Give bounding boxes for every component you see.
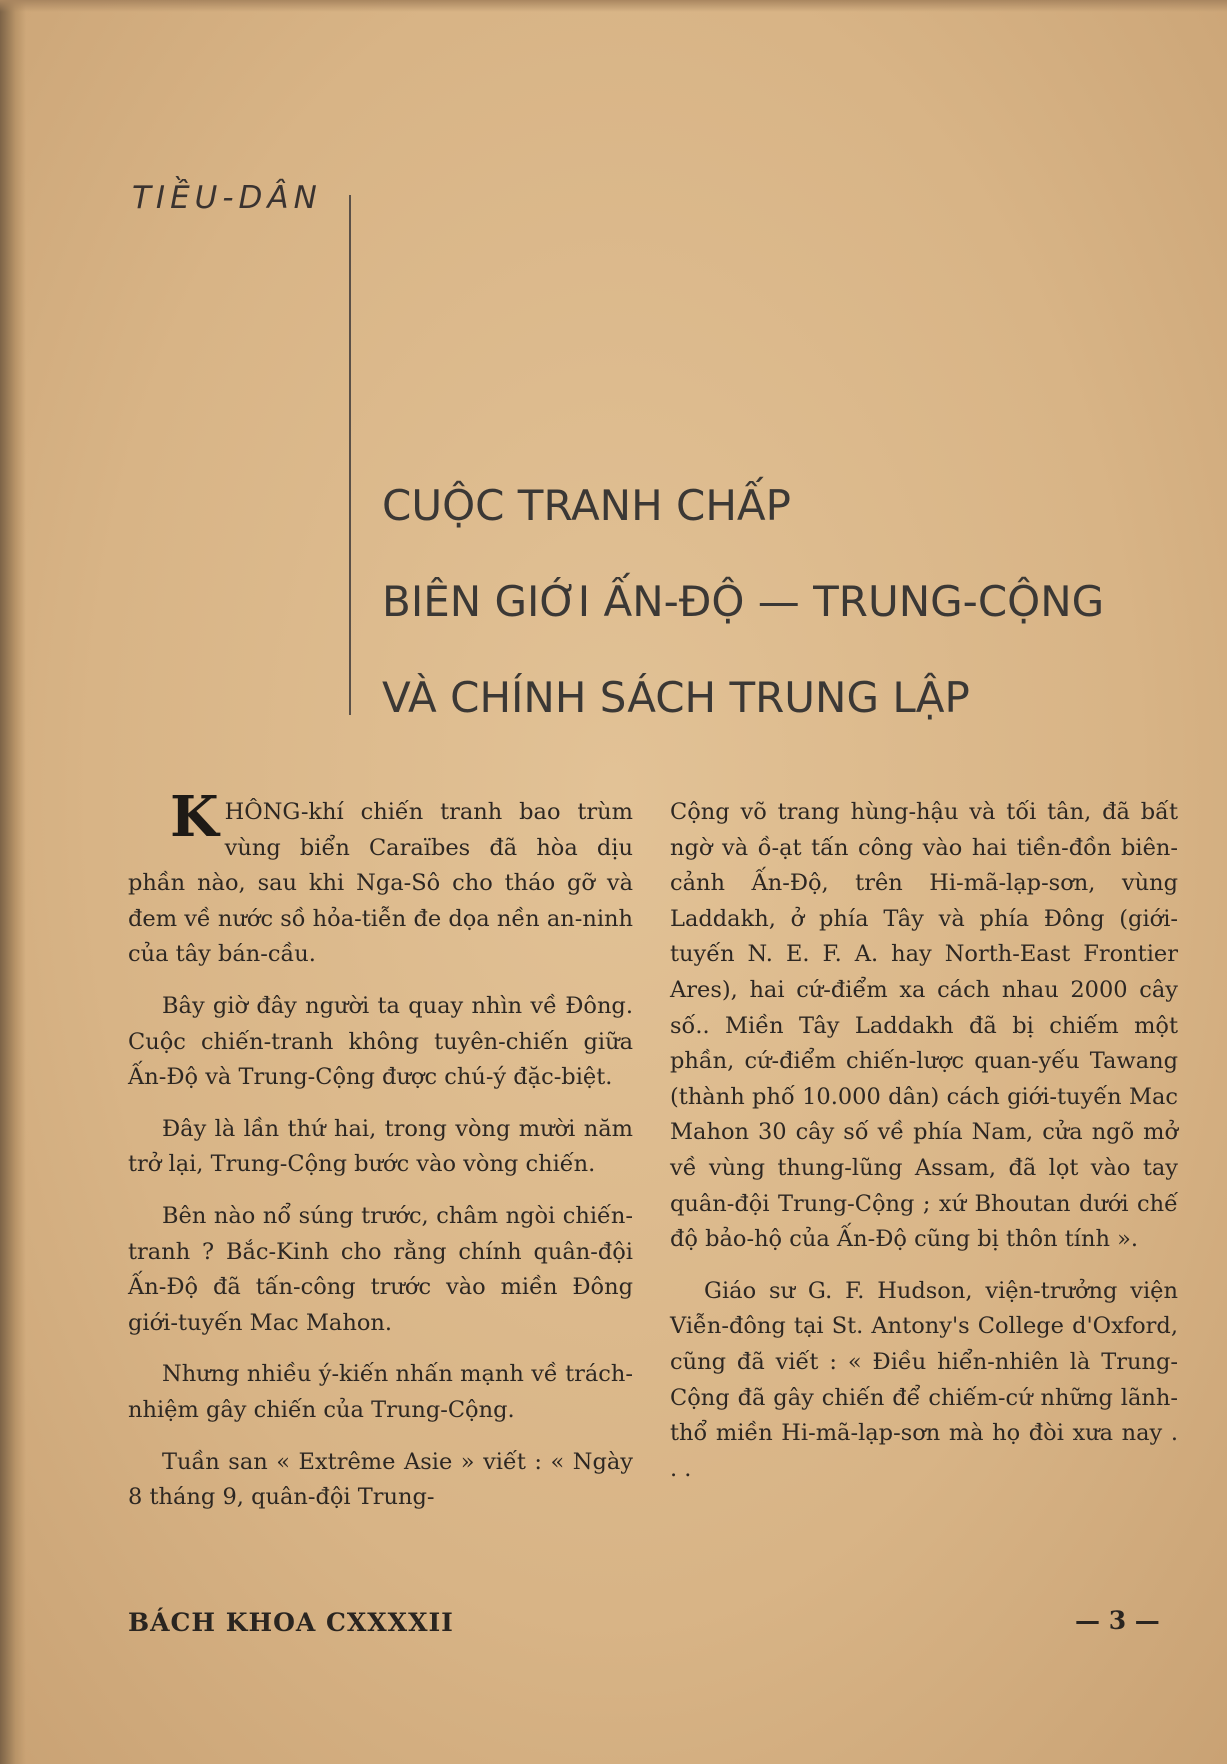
paragraph: Bây giờ đây người ta quay nhìn về Đông. Cuộc chiến-tranh không tuyên-chiến giữa Ấn-Độ và Trung-Cộng được chú-ý đặc-biệt. — [128, 992, 633, 1091]
paragraph: Tuần san « Extrême Asie » viết : « Ngày 8 tháng 9, quân-đội Trung- — [128, 1448, 633, 1511]
author-name: TIỀU-DÂN — [132, 180, 322, 216]
paragraph: Giáo sư G. F. Hudson, viện-trưởng viện Viễn-đông tại St. Antony's College d'Oxford, cũng đã viết : « Điều hiển-nhiên là Trung-Cộng đã gây chiến để chiếm-cứ những lãnh-thổ miền Hi-mã-lạp-sơn mà họ đòi xưa nay . . . — [670, 1277, 1178, 1482]
drop-cap: K — [170, 784, 219, 850]
article-title — [382, 458, 1182, 746]
title-line-2: BIÊN GIỚI ẤN-ĐỘ — TRUNG-CỘNG — [382, 577, 1105, 626]
title-line-3: VÀ CHÍNH SÁCH TRUNG LẬP — [382, 673, 970, 722]
publication-footer: BÁCH KHOA CXXXXII — [128, 1608, 454, 1637]
title-line-1: CUỘC TRANH CHẤP — [382, 481, 791, 530]
title-divider — [349, 195, 351, 715]
page-edge-shadow — [0, 0, 26, 1764]
paragraph: Cộng võ trang hùng-hậu và tối tân, đã bất ngờ và ồ-ạt tấn công vào hai tiền-đồn biên-cảnh Ấn-Độ, trên Hi-mã-lạp-sơn, vùng Laddakh, ở phía Tây và phía Đông (giới-tuyến N. E. F. A. hay North-East Frontier Ares), hai cứ-điểm xa cách nhau 2000 cây số.. Miền Tây Laddakh đã bị chiếm một phần, cứ-điểm chiến-lược quan-yếu Tawang (thành phố 10.000 dân) cách giới-tuyến Mac Mahon 30 cây số về phía Nam, cửa ngõ mở về vùng thung-lũng Assam, đã lọt vào tay quân-đội Trung-Cộng ; xứ Bhoutan dưới chế độ bảo-hộ của Ấn-Độ cũng bị thôn tính ». — [670, 799, 1178, 1253]
page-top-shadow — [0, 0, 1227, 12]
paragraph-text: HÔNG-khí chiến tranh bao trùm vùng biển Caraïbes đã hòa dịu phần nào, sau khi Nga-Sô cho tháo gỡ và đem về nước sồ hỏa-tiễn đe dọa nền an-ninh của tây bán-cầu. — [128, 799, 633, 968]
left-column — [128, 784, 633, 1532]
paragraph: Nhưng nhiều ý-kiến nhấn mạnh về trách-nhiệm gây chiến của Trung-Cộng. — [128, 1361, 633, 1423]
page-number: — 3 — — [1075, 1606, 1160, 1635]
paragraph — [128, 784, 633, 973]
right-column — [670, 795, 1178, 1503]
paragraph: Bên nào nổ súng trước, châm ngòi chiến-tranh ? Bắc-Kinh cho rằng chính quân-đội Ấn-Độ đã tấn-công trước vào miền Đông giới-tuyến Mac Mahon. — [128, 1202, 633, 1336]
paragraph: Đây là lần thứ hai, trong vòng mười năm trở lại, Trung-Cộng bước vào vòng chiến. — [128, 1115, 633, 1178]
